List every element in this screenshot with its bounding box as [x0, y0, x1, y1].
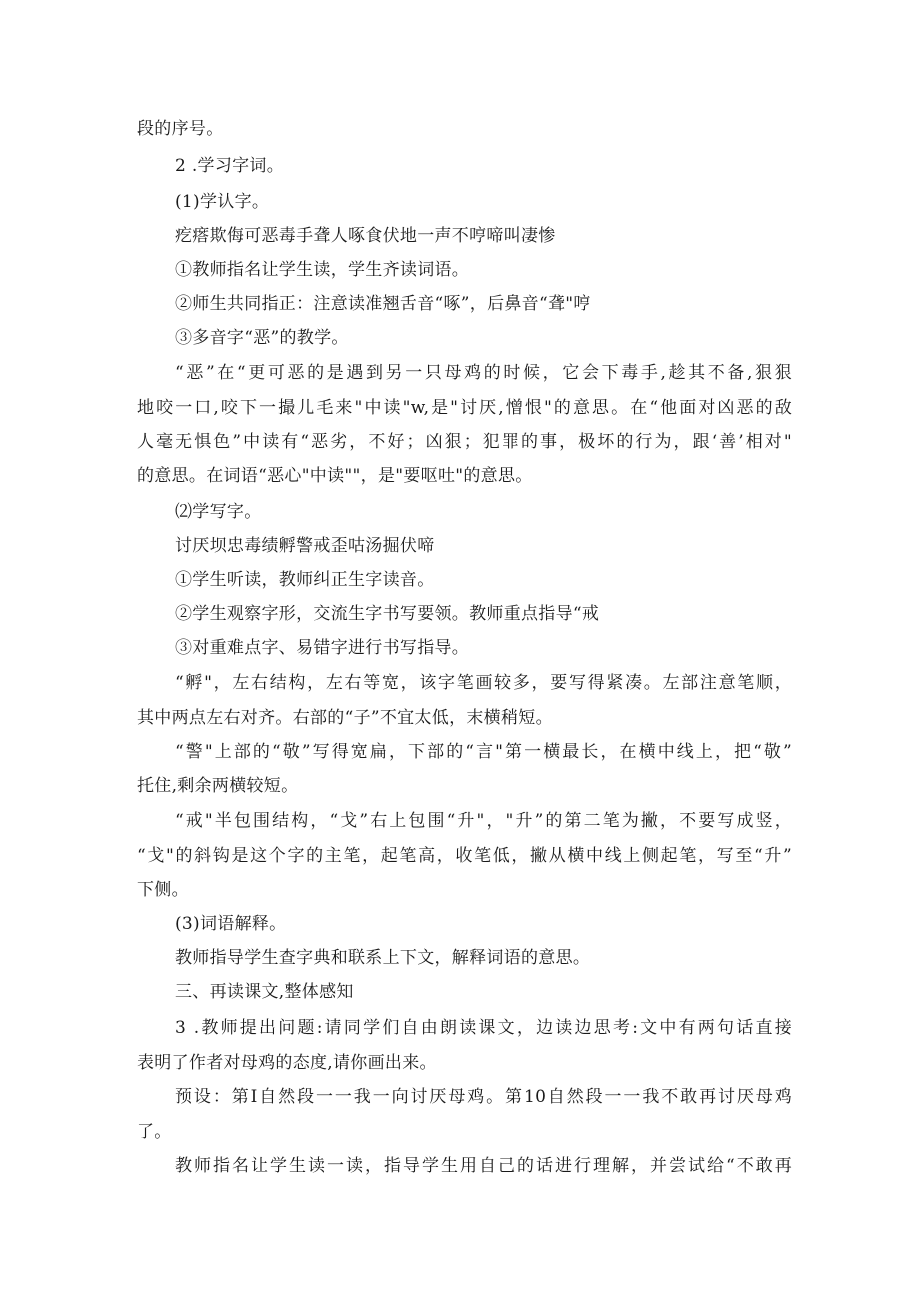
text-line: 了。: [137, 1122, 172, 1142]
text-line: 预设：第I自然段一一我一向讨厌母鸡。第10自然段一一我不敢再讨厌母鸡: [175, 1087, 792, 1107]
section-heading: 三、再读课文,整体感知: [175, 982, 354, 1002]
text-line: 下侧。: [137, 880, 189, 900]
subsection-heading: (3)词语解释。: [175, 914, 287, 934]
text-line: ②学生观察字形，交流生字书写要领。教师重点指导“戒: [175, 604, 600, 624]
text-line: “孵"，左右结构，左右等宽，该字笔画较多，要写得紧凑。左部注意笔顺，: [175, 673, 792, 693]
text-line: 教师指名让学生读一读，指导学生用自己的话进行理解，并尝试给“不敢再: [175, 1156, 792, 1176]
vocabulary-list: 讨厌坝忠毒绩孵警戒歪咕汤掘伏啼: [175, 536, 435, 556]
text-line: “戒"半包围结构，“戈”右上包围“升"，"升”的第二笔为撇，不要写成竖，: [175, 811, 792, 831]
text-line: ①教师指名让学生读，学生齐读词语。: [175, 260, 470, 280]
text-line: “戈"的斜钩是这个字的主笔，起笔高，收笔低，撇从横中线上侧起笔，写至“升”: [137, 846, 792, 866]
text-line: 教师指导学生查字典和联系上下文，解释词语的意思。: [175, 948, 591, 968]
text-line: “警"上部的“敬”写得宽扁，下部的“言"第一横最长，在横中线上，把“敬”: [175, 742, 792, 762]
text-line: 段的序号。: [137, 119, 224, 139]
text-line: ①学生听读，教师纠正生字读音。: [175, 570, 435, 590]
text-line: 地咬一口,咬下一撮儿毛来"中读"w,是"讨厌,憎恨"的意思。在“他面对凶恶的敌: [137, 398, 792, 418]
text-line: “恶”在“更可恶的是遇到另一只母鸡的时候，它会下毒手,趁其不备,狠狠: [175, 363, 792, 383]
text-line: 表明了作者对母鸡的态度,请你画出来。: [137, 1053, 437, 1073]
text-line: ②师生共同指正：注意读准翘舌音“啄”，后鼻音“聋"哼: [175, 294, 591, 314]
text-line: ③对重难点字、易错字进行书写指导。: [175, 638, 470, 658]
text-line: 人毫无惧色”中读有“恶劣，不好；凶狠；犯罪的事，极坏的行为，跟‘善’相对": [137, 432, 792, 452]
vocabulary-list: 疙瘩欺侮可恶毒手聋人啄食伏地一声不哼啼叫凄惨: [175, 226, 556, 246]
subsection-heading: ⑵学写字。: [175, 502, 262, 522]
text-line: 的意思。在词语“恶心"中读""，是"要呕吐"的意思。: [137, 466, 533, 486]
subsection-heading: (1)学认字。: [175, 192, 270, 212]
text-line: ③多音字“恶”的教学。: [175, 328, 349, 348]
text-line: 其中两点左右对齐。右部的“子”不宜太低，末横稍短。: [137, 708, 553, 728]
text-line: 3 .教师提出问题:请同学们自由朗读课文，边读边思考:文中有两句话直接: [175, 1018, 792, 1038]
text-line: 托住,剩余两横较短。: [137, 776, 299, 796]
section-heading: 2 .学习字词。: [175, 156, 285, 176]
